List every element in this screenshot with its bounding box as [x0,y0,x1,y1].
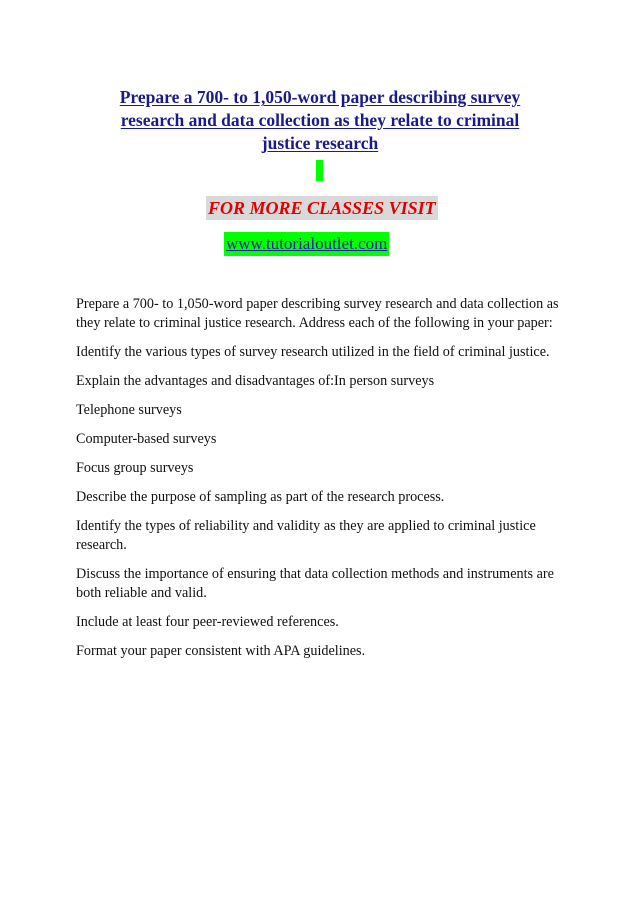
paragraph-item: Computer-based surveys [76,431,217,447]
title-line-3: justice research [261,133,379,153]
paragraph-item: Telephone surveys [76,402,182,418]
green-highlight-mark [316,160,323,181]
promo-visit-text: FOR MORE CLASSES VISIT [208,198,436,218]
title-line-1: Prepare a 700- to 1,050-word paper describing survey [119,87,521,107]
paragraph-item: Include at least four peer-reviewed references. [76,614,339,630]
paragraph-item: Identify the types of reliability and validity as they are applied to criminal justice research. [76,518,536,553]
paragraph-item: Identify the various types of survey research utilized in the field of criminal justice. [76,344,550,360]
paragraph-item: Focus group surveys [76,460,194,476]
paragraph-item: Explain the advantages and disadvantages of:In person surveys [76,373,435,389]
paragraph-item: Format your paper consistent with APA guidelines. [76,643,366,659]
paragraph-intro: Prepare a 700- to 1,050-word paper describing survey research and data collection as they relate to criminal justice research. Address each of the following in your paper: [76,296,559,331]
document-body [76,295,566,671]
paragraph-item: Discuss the importance of ensuring that data collection methods and instruments are both reliable and valid. [76,566,554,601]
document-title [80,86,560,155]
title-line-2: research and data collection as they relate to criminal [120,110,520,130]
promo-url-link[interactable]: www.tutorialoutlet.com [224,232,389,256]
paragraph-item: Describe the purpose of sampling as part of the research process. [76,489,445,505]
